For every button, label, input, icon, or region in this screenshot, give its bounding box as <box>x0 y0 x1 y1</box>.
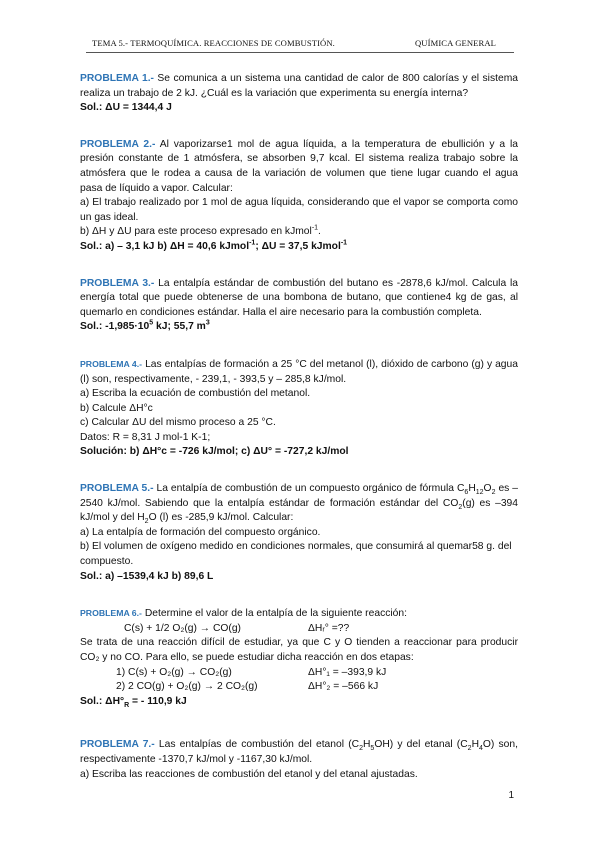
page-header <box>86 38 514 52</box>
step-1-equation: 1) C(s) + O₂(g) → CO₂(g) <box>116 666 232 678</box>
problem-4-data: Datos: R = 8,31 J mol-1 K-1; <box>80 431 211 443</box>
problem-7: PROBLEMA 7.- Las entalpías de combustión del etanol $(C_2H_5OH)$ y del etanal $(C_2H_4O)$ son, respectivamente -1370,7 kJ/mol y -1167,30 kJ/mol. <box>80 739 518 765</box>
problem-2-solution: Sol.: a) – 3,1 kJ b) ΔH = 40,6 kJmol$^{-1}$; ΔU = 37,5 kJmol$^{-1}$ <box>80 239 348 252</box>
step-1-enthalpy: ΔH°₁ = –393,9 kJ <box>308 666 387 678</box>
main-reaction-equation: C(s) + 1/2 O₂(g) → CO(g) <box>124 622 241 634</box>
problem-list <box>80 72 518 782</box>
problem-6-label: PROBLEMA 6.- <box>80 608 142 619</box>
problem-4-text: Las entalpías de formación a 25 °C del metanol (l), dióxido de carbono (g) y agua (l) son, respectivamente, - 239,1, - 393,5 y – 285,8 kJ/mol. <box>80 358 518 385</box>
problem-5-part-a: a) La entalpía de formación del compuesto orgánico. <box>80 526 321 538</box>
problem-5-label: PROBLEMA 5.- <box>80 483 154 495</box>
header-rule <box>86 52 514 53</box>
problem-3-text: La entalpía estándar de combustión del butano es -2878,6 kJ/mol. Calcula la energía total que puede obtenerse de una bombona de butano, que contiene4 kg de gas, al quemarlo en condiciones estándar. Halla el aire necesario para la combustión completa. <box>80 277 518 318</box>
page-number: 1 <box>508 790 514 801</box>
problem-5-solution: Sol.: a) –1539,4 kJ b) 89,6 L <box>80 570 214 582</box>
main-reaction-enthalpy: ΔHᵣ° =?? <box>308 622 350 634</box>
problem-6-main-reaction <box>80 622 518 637</box>
problem-2-text: Al vaporizarse1 mol de agua líquida, a la temperatura de ebullición y a la presión constante de 1 atmósfera, se absorben 9,7 kcal. El sistema realiza trabajo sobre la atmósfera que le rodea a causa de la variación de volumen que tiene lugar cuando el agua pasa de líquido a vapor. Calcular: <box>80 138 518 194</box>
step-2-enthalpy: ΔH°₂ = –566 kJ <box>308 681 379 693</box>
problem-4-part-b: b) Calcule ΔH°c <box>80 402 153 414</box>
problem-1-label: PROBLEMA 1.- <box>80 73 154 84</box>
problem-2 <box>80 138 518 196</box>
problem-3 <box>80 277 518 321</box>
problem-4-part-c: c) Calcular ΔU del mismo proceso a 25 °C. <box>80 417 276 429</box>
problem-4-label: PROBLEMA 4.- <box>80 358 143 369</box>
problem-7-part-a: a) Escriba las reacciones de combustión del etanol y del etanal ajustadas. <box>80 768 418 780</box>
problem-4-solution: Solución: b) ΔH°c = -726 kJ/mol; c) ΔU° = -727,2 kJ/mol <box>80 446 349 458</box>
problem-3-label: PROBLEMA 3.- <box>80 277 155 289</box>
problem-3-solution: Sol.: $-1,985\cdot 10^5$ kJ; 55,7 $m^3$ <box>80 319 210 333</box>
problem-1-solution: Sol.: ΔU = 1344,4 J <box>80 102 172 114</box>
problem-4 <box>80 357 518 387</box>
problem-6-text: Determine el valor de la entalpía de la siguiente reacción: <box>141 608 407 620</box>
problem-4-part-a: a) Escriba la ecuación de combustión del metanol. <box>80 388 311 400</box>
problem-2-label: PROBLEMA 2.- <box>80 138 156 150</box>
problem-6 <box>80 606 518 622</box>
header-topic: TEMA 5.- TERMOQUÍMICA. REACCIONES DE COMBUSTIÓN. <box>92 38 335 48</box>
reaction-step-2 <box>80 680 518 695</box>
problem-5: PROBLEMA 5.- La entalpía de combustión de un compuesto orgánico de fórmula $C_6H_{12}O_2$ es –2540 kJ/mol. Sabiendo que la entalpía estándar de formación estándar del $CO_2(g)$ es –394 kJ/mol y del $H_2O$ (l) es -285,9 kJ/mol. Calcular: <box>80 483 519 526</box>
problem-2-part-a: a) El trabajo realizado por 1 mol de agua líquida, considerando que el vapor se comporta como un gas ideal. <box>80 197 518 223</box>
header-subject: QUÍMICA GENERAL <box>415 38 496 48</box>
problem-7-label: PROBLEMA 7.- <box>80 739 155 751</box>
problem-2-part-b: b) ΔH y ΔU para este proceso expresado en kJmol$^{-1}$. <box>80 224 321 238</box>
problem-6-solution: Sol.: $\Delta H^\circ_R$ = - 110,9 kJ <box>80 695 187 709</box>
problem-1 <box>80 72 518 101</box>
reaction-step-1 <box>80 666 518 681</box>
problem-5-part-b: b) El volumen de oxígeno medido en condiciones normales, que consumirá al quemar58 g. del compuesto. <box>80 541 512 568</box>
step-2-equation: 2) 2 CO(g) + O₂(g) → 2 CO₂(g) <box>116 681 258 693</box>
problem-6-text-2: Se trata de una reacción difícil de estudiar, ya que C y O tienden a reaccionar para producir CO₂ y no CO. Para ello, se puede estudiar dicha reacción en dos etapas: <box>80 637 518 663</box>
problem-1-text: Se comunica a un sistema una cantidad de calor de 800 calorías y el sistema realiza un trabajo de 2 kJ. ¿Cuál es la variación que experimenta su energía interna? <box>80 73 518 99</box>
